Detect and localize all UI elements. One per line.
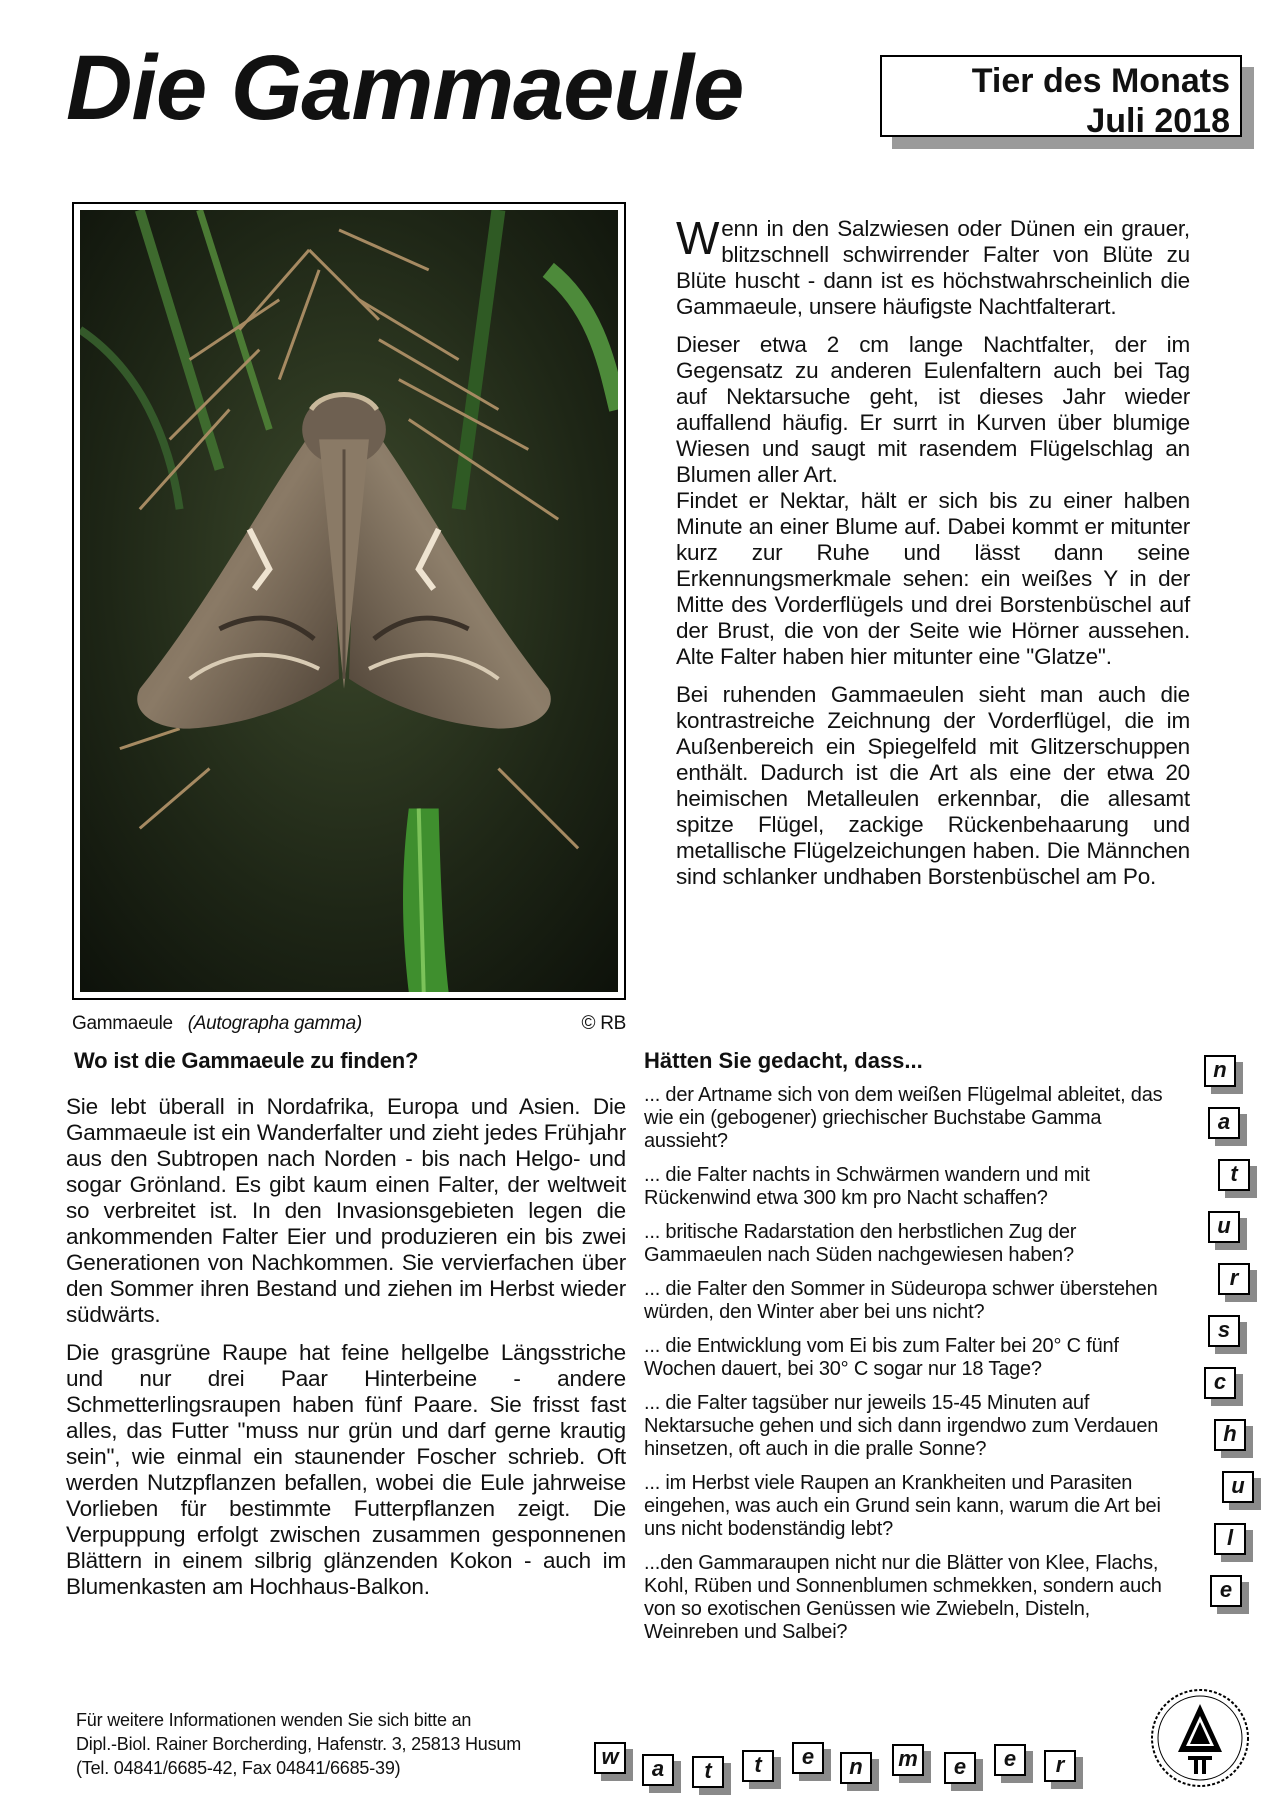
letter-tile: u bbox=[1208, 1211, 1240, 1243]
letter-tile: h bbox=[1214, 1419, 1246, 1451]
organization-logo bbox=[1148, 1686, 1252, 1790]
letter-tile: t bbox=[742, 1750, 774, 1782]
contact-footer bbox=[76, 1708, 521, 1780]
letter-tile: l bbox=[1214, 1523, 1246, 1555]
footer-line-1: Für weitere Informationen wenden Sie sich bitte an bbox=[76, 1710, 472, 1730]
where-paragraph-1: Sie lebt überall in Nordafrika, Europa und Asien. Die Gammaeule ist ein Wanderfalter und zieht jedes Frühjahr aus den Subtropen nach Norden - bis nach Helgo- und sogar Grönland. Es gibt kaum einen Falter, der weltweit so verbreitet ist. In den Invasionsgebieten legen die ankommenden Falter Eier und produzieren ein bis zwei Generationen von Nachkommen. Sie vervierfachen über den Sommer ihren Bestand und ziehen im Herbst wieder südwärts. bbox=[66, 1094, 626, 1327]
letter-tile: a bbox=[642, 1754, 674, 1786]
letter-tile: r bbox=[1218, 1263, 1250, 1295]
fact-item: ...den Gammaraupen nicht nur die Blätter von Klee, Flachs, Kohl, Rüben und Sonnenblumen schmekken, sondern auch von so exotischen Genüssen wie Zwiebeln, Disteln, Weinreben und Salbei? bbox=[644, 1552, 1162, 1643]
caption-name: Gammaeule bbox=[72, 1013, 173, 1034]
letter-tile: t bbox=[1218, 1159, 1250, 1191]
footer-line-3: (Tel. 04841/6685-42, Fax 04841/6685-39) bbox=[76, 1758, 401, 1778]
intro-p3-text: Bei ruhenden Gammaeulen sieht man auch die kontrastreiche Zeichnung der Vorderflügel, die im Außenbereich ein Spiegelfeld mit Glitzerschuppen enthält. Dadurch ist die Art als eine der etwa 20 heimischen Metalleulen erkennbar, die allesamt spitze Flügel, zackige Rückenbehaarung und metallische Flügelzeichungen haben. Die Männchen sind schlanker undhaben Borstenbüschel am Po. bbox=[676, 682, 1190, 889]
letter-tile: e bbox=[1210, 1575, 1242, 1607]
letter-tile: r bbox=[1044, 1750, 1076, 1782]
letter-tile: c bbox=[1204, 1367, 1236, 1399]
fact-item: ... die Falter tagsüber nur jeweils 15-45 Minuten auf Nektarsuche gehen und sich dann irgendwo zum Verdauen hinsetzen, oft auch in die pralle Sonne? bbox=[644, 1392, 1159, 1460]
letter-tile: s bbox=[1208, 1315, 1240, 1347]
facts-list bbox=[644, 1084, 1174, 1644]
letter-tile: e bbox=[994, 1744, 1026, 1776]
intro-paragraph-2b bbox=[676, 488, 1190, 670]
letter-tile: e bbox=[944, 1752, 976, 1784]
letter-tile: t bbox=[692, 1756, 724, 1788]
intro-p2b-text: Findet er Nektar, hält er sich bis zu einer halben Minute an einer Blume auf. Dabei kommt er mitunter kurz zur Ruhe und lässt dann seine Erkennungsmerkmale sehen: ein weißes Y in der Mitte des Vorderflügels und drei Borstenbüschel auf der Brust, die von der Seite wie Hörner aussehen. Alte Falter haben hier mitunter eine "Glatze". bbox=[676, 488, 1190, 669]
intro-paragraph-2 bbox=[676, 332, 1190, 488]
caption-latin: (Autographa gamma) bbox=[187, 1013, 362, 1034]
page-title: Die Gammaeule bbox=[66, 37, 744, 139]
letter-tile: e bbox=[792, 1742, 824, 1774]
logo-icon bbox=[1148, 1686, 1252, 1790]
fact-item: ... die Falter nachts in Schwärmen wandern und mit Rückenwind etwa 300 km pro Nacht schaffen? bbox=[644, 1164, 1090, 1209]
letter-tile: w bbox=[594, 1742, 626, 1774]
facts-section bbox=[644, 1048, 1188, 1655]
intro-paragraph-1 bbox=[676, 212, 1190, 320]
letter-tile: u bbox=[1222, 1471, 1254, 1503]
drop-cap: W bbox=[676, 212, 720, 264]
intro-text bbox=[676, 212, 1190, 902]
facts-heading: Hätten Sie gedacht, dass... bbox=[644, 1048, 923, 1073]
intro-p1-text: enn in den Salzwiesen oder Dünen ein grauer, blitzschnell schwirrender Falter von Blüte zu Blüte huscht - dann ist es höchstwahrscheinlich die Gammaeule, unsere häufigste Nachtfalterart. bbox=[676, 216, 1190, 319]
letter-tile: a bbox=[1208, 1107, 1240, 1139]
intro-paragraph-3 bbox=[676, 682, 1190, 890]
where-section bbox=[66, 1048, 626, 1612]
where-heading: Wo ist die Gammaeule zu finden? bbox=[74, 1048, 419, 1073]
fact-item: ... britische Radarstation den herbstlichen Zug der Gammaeulen nach Süden nachgewiesen haben? bbox=[644, 1221, 1077, 1266]
badge-line-2: Juli 2018 bbox=[1086, 102, 1230, 140]
fact-item: ... im Herbst viele Raupen an Krankheiten und Parasiten eingehen, was auch ein Grund sein kann, warum die Art bei uns nicht bodenständig lebt? bbox=[644, 1472, 1161, 1540]
letter-tile: n bbox=[840, 1752, 872, 1784]
intro-p2-text: Dieser etwa 2 cm lange Nachtfalter, der im Gegensatz zu anderen Eulenfaltern auch bei Tag auf Nektarsuche geht, ist dieses Jahr wieder auffallend häufig. Er surrt in Kurven über blumige Wiesen und saugt mit rasendem Flügelschlag an Blumen aller Art. bbox=[676, 332, 1190, 487]
where-paragraph-2: Die grasgrüne Raupe hat feine hellgelbe Längsstriche und nur drei Paar Hinterbeine - andere Schmetterlingsraupen haben fünf Paare. Sie frisst fast alles, das Futter "muss nur grün und darf gerne krautig sein", wie einmal ein staunender Foscher schrieb. Oft werden Nutzpflanzen befallen, wobei die Eule jahrweise Vorlieben für bestimmte Futterpflanzen zeigt. Die Verpuppung erfolgt zwischen zusammen gesponnenen Blättern in einem silbrig glänzenden Kokon - auch im Blumenkasten am Hochhaus-Balkon. bbox=[66, 1340, 626, 1599]
photo-credit: © RB bbox=[581, 1013, 626, 1034]
badge-line-1: Tier des Monats bbox=[971, 62, 1230, 100]
fact-item: ... die Entwicklung vom Ei bis zum Falter bei 20° C fünf Wochen dauert, bei 30° C sogar nur 18 Tage? bbox=[644, 1335, 1119, 1380]
fact-item: ... die Falter den Sommer in Südeuropa schwer überstehen würden, den Winter aber bei uns nicht? bbox=[644, 1278, 1158, 1323]
moth-photo bbox=[72, 202, 626, 1000]
month-badge bbox=[880, 55, 1242, 140]
fact-item: ... der Artname sich von dem weißen Flügelmal ableitet, das wie ein (gebogener) griechischer Buchstabe Gamma aussieht? bbox=[644, 1084, 1163, 1152]
letter-tile: n bbox=[1204, 1055, 1236, 1087]
photo-caption bbox=[72, 1013, 626, 1035]
moth-photo-image bbox=[80, 210, 618, 992]
letter-tile: m bbox=[892, 1744, 924, 1776]
footer-line-2: Dipl.-Biol. Rainer Borcherding, Hafenstr. 3, 25813 Husum bbox=[76, 1734, 522, 1754]
